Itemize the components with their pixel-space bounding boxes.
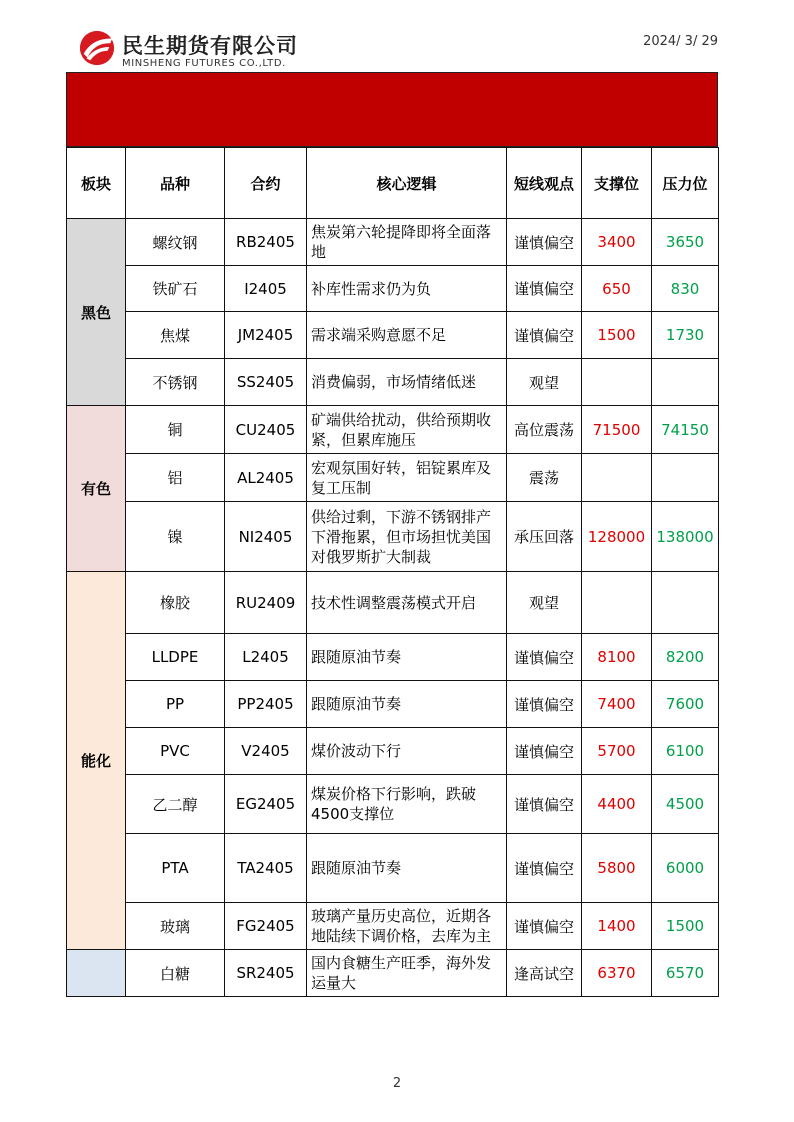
table-row	[67, 406, 719, 454]
view-cell: 逢高试空	[507, 950, 582, 997]
resistance-cell	[652, 359, 719, 406]
view-cell: 高位震荡	[507, 406, 582, 454]
view-cell: 谨慎偏空	[507, 219, 582, 266]
table-row	[67, 219, 719, 266]
column-header: 支撑位	[582, 148, 652, 219]
view-cell: 谨慎偏空	[507, 728, 582, 775]
strategy-table	[66, 147, 719, 997]
table-row	[67, 359, 719, 406]
contract-cell: I2405	[225, 266, 307, 312]
resistance-cell: 6000	[652, 834, 719, 903]
table-row	[67, 454, 719, 502]
company-name-cn: 民生期货有限公司	[122, 34, 298, 58]
table-row	[67, 572, 719, 634]
product-cell: LLDPE	[126, 634, 225, 681]
logic-cell: 玻璃产量历史高位，近期各地陆续下调价格，去库为主	[307, 903, 507, 950]
view-cell: 谨慎偏空	[507, 903, 582, 950]
table-row	[67, 266, 719, 312]
resistance-cell: 1730	[652, 312, 719, 359]
company-name-en: MINSHENG FUTURES CO.,LTD.	[122, 58, 286, 69]
resistance-cell: 8200	[652, 634, 719, 681]
view-cell: 谨慎偏空	[507, 834, 582, 903]
contract-cell: FG2405	[225, 903, 307, 950]
contract-cell: L2405	[225, 634, 307, 681]
support-cell: 5700	[582, 728, 652, 775]
product-cell: PTA	[126, 834, 225, 903]
product-cell: 螺纹钢	[126, 219, 225, 266]
sector-cell-soft	[67, 950, 126, 997]
contract-cell: SS2405	[225, 359, 307, 406]
contract-cell: NI2405	[225, 502, 307, 572]
product-cell: 铁矿石	[126, 266, 225, 312]
report-date: 2024/ 3/ 29	[643, 34, 718, 49]
sector-cell-black: 黑色	[67, 219, 126, 406]
logic-cell: 跟随原油节奏	[307, 834, 507, 903]
resistance-cell: 7600	[652, 681, 719, 728]
table-row	[67, 834, 719, 903]
logic-cell: 煤价波动下行	[307, 728, 507, 775]
resistance-cell: 74150	[652, 406, 719, 454]
product-cell: 镍	[126, 502, 225, 572]
view-cell: 观望	[507, 572, 582, 634]
support-cell: 8100	[582, 634, 652, 681]
logic-cell: 需求端采购意愿不足	[307, 312, 507, 359]
contract-cell: AL2405	[225, 454, 307, 502]
logic-cell: 技术性调整震荡模式开启	[307, 572, 507, 634]
column-header: 短线观点	[507, 148, 582, 219]
resistance-cell: 3650	[652, 219, 719, 266]
table-row	[67, 634, 719, 681]
product-cell: 焦煤	[126, 312, 225, 359]
resistance-cell: 830	[652, 266, 719, 312]
view-cell: 观望	[507, 359, 582, 406]
support-cell: 6370	[582, 950, 652, 997]
product-cell: 不锈钢	[126, 359, 225, 406]
table-row	[67, 728, 719, 775]
contract-cell: EG2405	[225, 775, 307, 834]
contract-cell: SR2405	[225, 950, 307, 997]
support-cell	[582, 359, 652, 406]
view-cell: 谨慎偏空	[507, 266, 582, 312]
support-cell: 4400	[582, 775, 652, 834]
contract-cell: V2405	[225, 728, 307, 775]
view-cell: 谨慎偏空	[507, 312, 582, 359]
logic-cell: 供给过剩，下游不锈钢排产下滑拖累，但市场担忧美国对俄罗斯扩大制裁	[307, 502, 507, 572]
view-cell: 谨慎偏空	[507, 634, 582, 681]
resistance-cell	[652, 454, 719, 502]
logic-cell: 宏观氛围好转，铝锭累库及复工压制	[307, 454, 507, 502]
logic-cell: 跟随原油节奏	[307, 681, 507, 728]
sector-cell-energy: 能化	[67, 572, 126, 950]
contract-cell: CU2405	[225, 406, 307, 454]
table-row	[67, 312, 719, 359]
support-cell	[582, 572, 652, 634]
contract-cell: TA2405	[225, 834, 307, 903]
column-header: 品种	[126, 148, 225, 219]
view-cell: 承压回落	[507, 502, 582, 572]
support-cell: 5800	[582, 834, 652, 903]
view-cell: 谨慎偏空	[507, 681, 582, 728]
product-cell: 玻璃	[126, 903, 225, 950]
support-cell: 1500	[582, 312, 652, 359]
logic-cell: 补库性需求仍为负	[307, 266, 507, 312]
product-cell: PVC	[126, 728, 225, 775]
resistance-cell: 138000	[652, 502, 719, 572]
logic-cell: 焦炭第六轮提降即将全面落地	[307, 219, 507, 266]
logic-cell: 跟随原油节奏	[307, 634, 507, 681]
product-cell: PP	[126, 681, 225, 728]
column-header: 压力位	[652, 148, 719, 219]
table-header-row	[67, 148, 719, 219]
support-cell	[582, 454, 652, 502]
view-cell: 谨慎偏空	[507, 775, 582, 834]
logic-cell: 煤炭价格下行影响，跌破4500支撑位	[307, 775, 507, 834]
table-row	[67, 502, 719, 572]
resistance-cell: 6100	[652, 728, 719, 775]
resistance-cell: 6570	[652, 950, 719, 997]
column-header: 核心逻辑	[307, 148, 507, 219]
sector-cell-nonferrous: 有色	[67, 406, 126, 572]
minsheng-logo-icon	[78, 28, 116, 68]
resistance-cell: 4500	[652, 775, 719, 834]
column-header: 合约	[225, 148, 307, 219]
support-cell: 1400	[582, 903, 652, 950]
contract-cell: RB2405	[225, 219, 307, 266]
table-row	[67, 681, 719, 728]
contract-cell: PP2405	[225, 681, 307, 728]
product-cell: 白糖	[126, 950, 225, 997]
support-cell: 650	[582, 266, 652, 312]
support-cell: 7400	[582, 681, 652, 728]
support-cell: 3400	[582, 219, 652, 266]
product-cell: 铜	[126, 406, 225, 454]
resistance-cell	[652, 572, 719, 634]
table-row	[67, 775, 719, 834]
table-row	[67, 903, 719, 950]
table-row	[67, 950, 719, 997]
resistance-cell: 1500	[652, 903, 719, 950]
title-banner	[66, 72, 718, 147]
company-logo	[78, 28, 318, 72]
support-cell: 71500	[582, 406, 652, 454]
page-number: 2	[392, 1076, 402, 1091]
logic-cell: 消费偏弱，市场情绪低迷	[307, 359, 507, 406]
product-cell: 橡胶	[126, 572, 225, 634]
logic-cell: 国内食糖生产旺季，海外发运量大	[307, 950, 507, 997]
support-cell: 128000	[582, 502, 652, 572]
column-header: 板块	[67, 148, 126, 219]
view-cell: 震荡	[507, 454, 582, 502]
logic-cell: 矿端供给扰动，供给预期收紧，但累库施压	[307, 406, 507, 454]
product-cell: 铝	[126, 454, 225, 502]
contract-cell: RU2409	[225, 572, 307, 634]
contract-cell: JM2405	[225, 312, 307, 359]
product-cell: 乙二醇	[126, 775, 225, 834]
